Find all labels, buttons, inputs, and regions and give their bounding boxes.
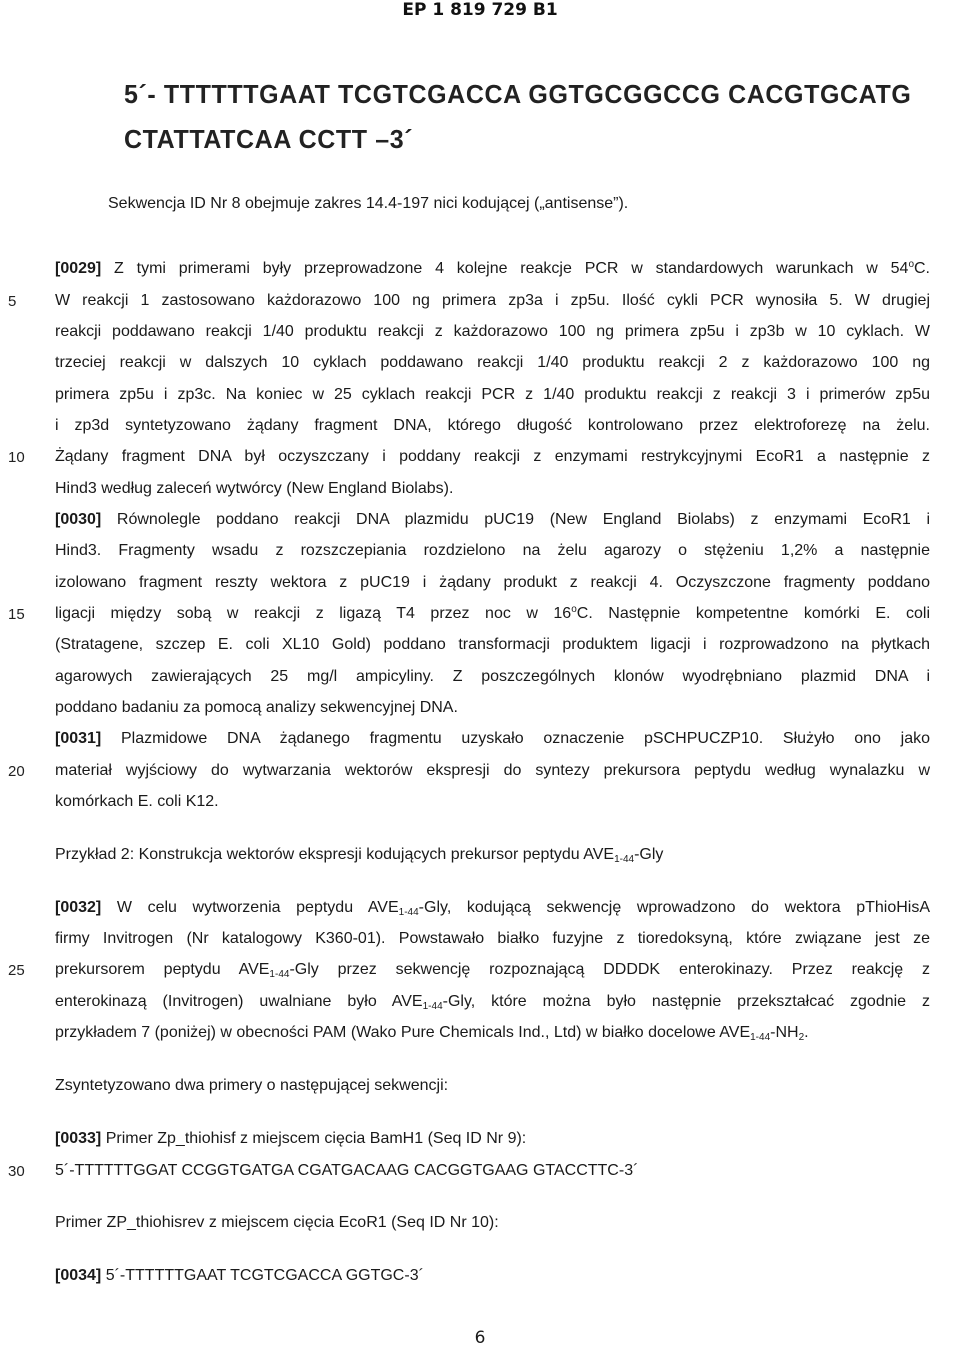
subscript: 1-44 <box>750 1032 771 1043</box>
text-run: -NH <box>770 1024 799 1041</box>
paragraph-0033-line <box>55 1129 526 1149</box>
line-number: 10 <box>8 449 25 466</box>
paragraph-0029-line: Hind3 według zaleceń wytwórcy (New England Biolabs). <box>55 480 454 497</box>
text-run: W celu wytworzenia peptydu AVE <box>101 899 399 916</box>
superscript: o <box>571 604 577 615</box>
paragraph-tag: [0029] <box>55 260 102 277</box>
text-run: 5´-TTTTTTGAAT TCGTCGACCA GGTGC-3´ <box>101 1267 424 1284</box>
paragraph-0031-line: materiał wyjściowy do wytwarzania wektorów ekspresji do syntezy prekursora peptydu według wynalazku w <box>55 762 930 779</box>
paragraph-0030-line <box>55 510 930 530</box>
paragraph-0034-line <box>55 1266 424 1286</box>
paragraph-0031-line: komórkach E. coli K12. <box>55 793 219 810</box>
text-run: Przykład 2: Konstrukcja wektorów ekspresji kodujących prekursor peptydu AVE <box>55 846 615 863</box>
seq8-caption: Sekwencja ID Nr 8 obejmuje zakres 14.4-197 nici kodującej („antisense”). <box>108 195 629 212</box>
text-run: Primer Zp_thiohisf z miejscem cięcia BamH1 (Seq ID Nr 9): <box>101 1130 527 1147</box>
text-run: -Gly, kodującą sekwencję wprowadzono do wektora pThioHisA <box>418 899 931 916</box>
subscript: 2 <box>798 1032 805 1043</box>
line-number: 20 <box>8 763 25 780</box>
text-run: . <box>804 1024 809 1041</box>
sequence-line-2: CTATTATCAA CCTT –3´ <box>124 125 414 155</box>
paragraph-0030-line <box>55 604 930 624</box>
text-run: Równolegle poddano reakcji DNA plazmidu pUC19 (New England Biolabs) z enzymami EcoR1 i <box>101 511 930 528</box>
paragraph-0032-line <box>55 992 930 1012</box>
paragraph-0031-line <box>55 729 930 749</box>
subscript: 1-44 <box>398 907 419 918</box>
paragraph-tag: [0030] <box>55 511 102 528</box>
text-run: C. Następnie kompetentne komórki E. coli <box>576 605 930 622</box>
page-number: 6 <box>474 1328 486 1348</box>
text-run: Z tymi primerami były przeprowadzone 4 kolejne reakcje PCR w standardowych warunkach w 54 <box>101 260 909 277</box>
line-number: 5 <box>8 293 17 310</box>
paragraph-tag: [0033] <box>55 1130 102 1147</box>
text-run: ligacji między sobą w reakcji z ligazą T4 przez noc w 16 <box>55 605 572 622</box>
subscript: 1-44 <box>614 854 635 865</box>
paragraph-0032-line: firmy Invitrogen (Nr katalogowy K360-01). Powstawało białko fuzyjne z tioredoksyną, które związane jest ze <box>55 930 930 947</box>
paragraph-0029-line <box>55 259 930 279</box>
superscript: o <box>908 259 914 270</box>
paragraph-0032-line <box>55 960 930 980</box>
text-run: -Gly, które można było następnie przekształcać zgodnie z <box>442 993 931 1010</box>
subscript: 1-44 <box>422 1001 443 1012</box>
primers-intro: Zsyntetyzowano dwa primery o następującej sekwencji: <box>55 1077 449 1094</box>
paragraph-0032-line <box>55 898 930 918</box>
text-run: C. <box>914 260 930 277</box>
paragraph-0030-line: poddano badaniu za pomocą analizy sekwencyjnej DNA. <box>55 699 458 716</box>
patent-number: EP 1 819 729 B1 <box>402 0 558 20</box>
line-number: 25 <box>8 962 25 979</box>
line-number: 15 <box>8 606 25 623</box>
paragraph-0030-line: izolowano fragment reszty wektora z pUC19 i żądany produkt z reakcji 4. Oczyszczone fragmenty poddano <box>55 574 930 591</box>
primer-rev-caption: Primer ZP_thiohisrev z miejscem cięcia EcoR1 (Seq ID Nr 10): <box>55 1214 499 1231</box>
text-run: prekursorem peptydu AVE <box>55 961 270 978</box>
paragraph-tag: [0032] <box>55 899 102 916</box>
text-run: -Gly <box>634 846 664 863</box>
paragraph-0029-line: i zp3d syntetyzowano żądany fragment DNA, którego długość kontrolowano przez elektroforezę na żelu. <box>55 417 930 434</box>
example-2-heading <box>55 845 663 865</box>
paragraph-0029-line: trzeciej reakcji w dalszych 10 cyklach poddawano reakcji 1/40 produktu reakcji 2 z każdorazowo 100 ng <box>55 354 930 371</box>
paragraph-tag: [0031] <box>55 730 102 747</box>
paragraph-0029-line: W reakcji 1 zastosowano każdorazowo 100 ng primera zp3a i zp5u. Ilość cykli PCR wynosiła 5. W drugiej <box>55 292 930 309</box>
paragraph-0030-line: Hind3. Fragmenty wsadu z rozszczepiania rozdzielono na żelu agarozy o stężeniu 1,2% a następnie <box>55 542 930 559</box>
sequence-line-1: 5´- TTTTTTGAAT TCGTCGACCA GGTGCGGCCG CACGTGCATG <box>124 80 912 110</box>
paragraph-0032-line <box>55 1023 809 1043</box>
text-run: -Gly przez sekwencję rozpoznającą DDDDK enterokinazy. Przez reakcję z <box>289 961 931 978</box>
text-run: enterokinazą (Invitrogen) uwalniane było AVE <box>55 993 423 1010</box>
text-run: Plazmidowe DNA żądanego fragmentu uzyskało oznaczenie pSCHPUCZP10. Służyło ono jako <box>101 730 930 747</box>
paragraph-0029-line: primera zp5u i zp3c. Na koniec w 25 cyklach reakcji PCR z 1/40 produktu reakcji z reakcji 3 i primerów zp5u <box>55 386 930 403</box>
paragraph-0029-line: reakcji poddawano reakcji 1/40 produktu reakcji z każdorazowo 100 ng primera zp5u i zp3b w 10 cyklach. W <box>55 323 930 340</box>
paragraph-0029-line: Żądany fragment DNA był oczyszczany i poddany reakcji z enzymami restrykcyjnymi EcoR1 a następnie z <box>55 448 930 465</box>
line-number: 30 <box>8 1163 25 1180</box>
subscript: 1-44 <box>269 969 290 980</box>
paragraph-0030-line: (Stratagene, szczep E. coli XL10 Gold) poddano transformacji produktem ligacji i rozprowadzono na płytkach <box>55 636 930 653</box>
text-run: przykładem 7 (poniżej) w obecności PAM (Wako Pure Chemicals Ind., Ltd) w białko docelowe AVE <box>55 1024 751 1041</box>
primer-sequence: 5´-TTTTTTGGAT CCGGTGATGA CGATGACAAG CACGGTGAAG GTACCTTC-3´ <box>55 1162 639 1179</box>
paragraph-tag: [0034] <box>55 1267 102 1284</box>
paragraph-0030-line: agarowych zawierających 25 mg/l ampicyliny. Z poszczególnych klonów wyodrębniano plazmid DNA i <box>55 668 930 685</box>
